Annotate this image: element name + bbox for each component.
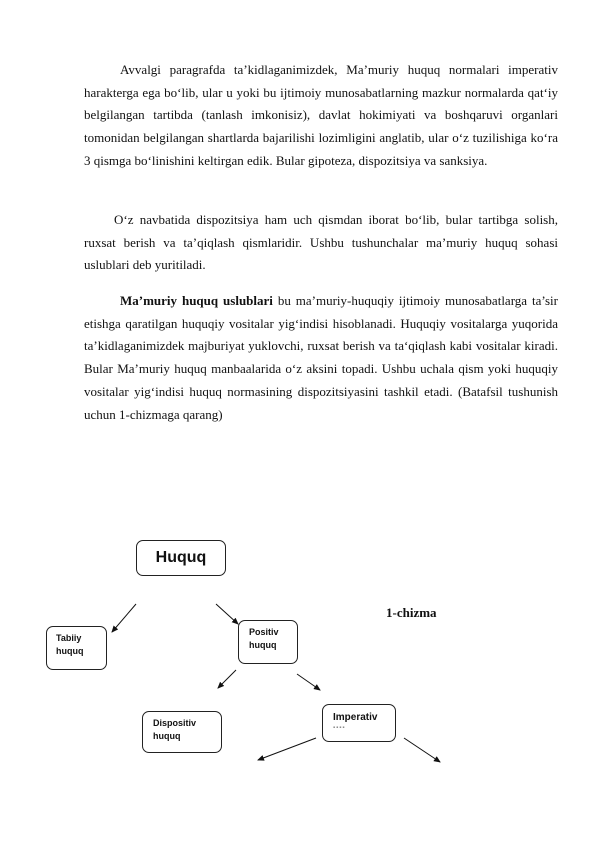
- arrow-to-tabiiy: [112, 604, 136, 632]
- arrow-to-imperativ: [297, 674, 320, 690]
- node-tabiiy-line2: huquq: [56, 646, 84, 656]
- paragraph-intro: Avvalgi paragrafda ta’kidlaganimizdek, Ma’muriy huquq normalari imperativ harakterga ega bo‘lib, ular u yoki bu ijtimoiy munosabatlarning mazkur normalarda qat‘iy belgilangan tartibda (tanlash imkonisiz), davlat hokimiyati va boshqaruvi organlari tomonidan belgilangan shartlarda bajarilishi lozimligini anglatib, ular o‘z tuzilishiga ko‘ra 3 qismga bo‘linishini keltirgan edik. Bular gipoteza, dispozitsiya va sanksiya.: [84, 62, 558, 168]
- node-imperativ-line1: Imperativ: [333, 712, 378, 723]
- arrow-imperativ-left: [258, 738, 316, 760]
- arrow-to-positiv: [216, 604, 238, 624]
- node-positiv-line1: Positiv: [249, 627, 279, 637]
- arrow-to-dispositiv: [218, 670, 236, 688]
- paragraph-dispozitsiya: O‘z navbatida dispozitsiya ham uch qismdan iborat bo‘lib, bular tartibga solish, ruxsat berish va ta’qiqlash qismlaridir. Ushbu tushunchalar ma’muriy huquq sohasi uslublari deb yuritiladi.: [84, 212, 558, 273]
- node-imperativ: [322, 704, 396, 742]
- node-dispositiv-huquq: [142, 711, 222, 753]
- node-positiv-line2: huquq: [249, 640, 277, 650]
- node-tabiiy-huquq: [46, 626, 107, 670]
- arrow-imperativ-right: [404, 738, 440, 762]
- node-positiv-huquq: [238, 620, 298, 664]
- node-tabiiy-line1: Tabiiy: [56, 633, 82, 643]
- node-imperativ-obscured-text: ▪▪▪▪: [333, 725, 346, 731]
- node-huquq: Huquq: [136, 540, 226, 576]
- diagram-caption: 1-chizma: [386, 605, 437, 620]
- term-mamuriy-huquq-uslublari: Ma’muriy huquq uslublari: [120, 293, 273, 308]
- node-dispositiv-line2: huquq: [153, 731, 181, 741]
- node-dispositiv-line1: Dispositiv: [153, 718, 197, 728]
- paragraph-uslublar-text: bu ma’muriy-huquqiy ijtimoiy munosabatlarga ta’sir etishga qaratilgan huquqiy vositalar yig‘indisi hisoblanadi. Huquqiy vositalarga yuqorida ta’kidlaganimizdek majburiyat yuklovchi, ruxsat berish va ta‘qiqlash kabi vositalar kiradi. Bular Ma’muriy huquq manbaalarida o‘z aksini topadi. Ushbu uchala qism yoki huquqiy vositalar yig‘indisi huquq normasining dispozitsiyasini tashkil etadi. (Batafsil tushunish uchun 1-chizmaga qarang): [84, 293, 558, 422]
